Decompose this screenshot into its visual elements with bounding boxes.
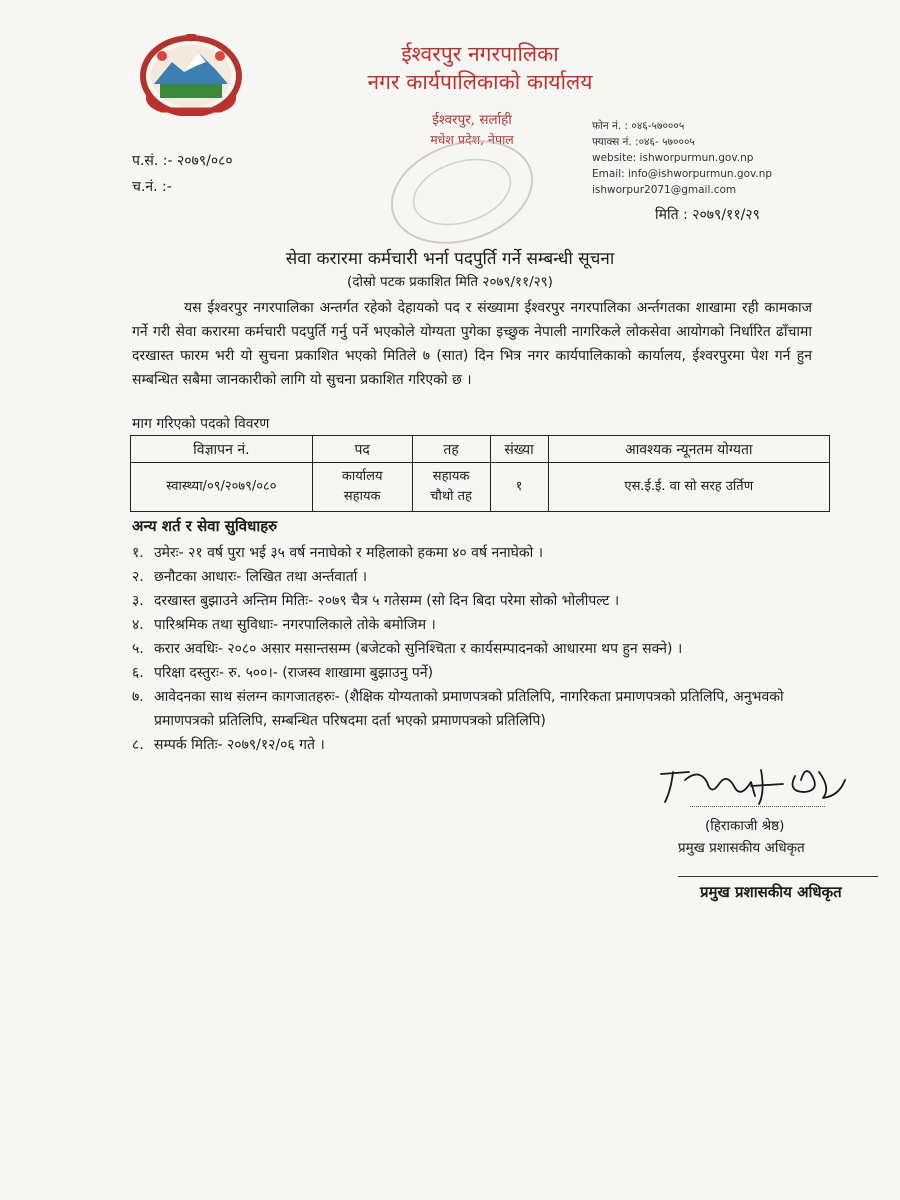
term-number: २. — [132, 569, 144, 585]
term-number: ७. — [132, 689, 144, 705]
term-text: सम्पर्क मितिः- २०७९/१२/०६ गते । — [154, 737, 325, 753]
contact-info — [592, 118, 772, 198]
terms-title: अन्य शर्त र सेवा सुविधाहरु — [132, 517, 278, 535]
signature-line — [690, 806, 825, 807]
office-stamp — [382, 140, 542, 245]
seal-divider — [678, 876, 878, 877]
notice-body: यस ईश्वरपुर नगरपालिका अन्तर्गत रहेको देहायको पद र संख्यामा ईश्वरपुर नगरपालिका अर्न्तगतका शाखामा रही कामकाज गर्ने गरी सेवा करारमा कर्मचारी पदपुर्ति गर्नु पर्ने भएकोले योग्यता पुगेका इच्छुक नेपाली नागरिकले लोकसेवा आयोगको निर्धारित ढाँचामा दरखास्त फारम भरी यो सुचना प्रकाशित भएको मितिले ७ (सात) दिन भित्र नगर कार्यपालिकाको कार्यालय, ईश्वरपुरमा पेश गर्न हुन सम्बन्धित सबैमा जानकारीको लागि यो सुचना प्रकाशित गरिएको छ । — [132, 300, 812, 388]
reference-numbers — [132, 148, 233, 200]
header-count: संख्या — [490, 436, 548, 463]
website-link[interactable]: website: ishworpurmun.gov.np — [592, 152, 754, 164]
level-line-2: चौथो तह — [430, 489, 472, 504]
term-text: पारिश्रमिक तथा सुविधाः- नगरपालिकाले तोके बमोजिम । — [154, 617, 436, 633]
notice-subheading: (दोस्रो पटक प्रकाशित मिति २०७९/११/२९) — [347, 274, 553, 290]
term-number: ५. — [132, 641, 144, 657]
cell-count: १ — [490, 463, 548, 512]
term-text: छनौटका आधारः- लिखित तथा अर्न्तवार्ता । — [154, 569, 368, 585]
post-line-1: कार्यालय — [341, 469, 383, 484]
term-number: ४. — [132, 617, 144, 633]
table-row — [131, 463, 830, 512]
list-item — [132, 541, 812, 565]
term-text: परिक्षा दस्तुरः- रु. ५००।- (राजस्व शाखामा बुझाउनु पर्ने) — [154, 665, 434, 681]
email-link[interactable]: Email: info@ishworpurmun.gov.np — [592, 168, 773, 180]
level-line-1: सहायक — [432, 469, 470, 484]
list-item — [132, 637, 812, 661]
term-text: आवेदनका साथ संलग्न कागजातहरुः- (शैक्षिक योग्यताको प्रमाणपत्रको प्रतिलिपि, नागरिकता प्रमाणपत्रको प्रतिलिपि, अनुभवको प्रमाणपत्रको प्रतिलिपि, सम्बन्धित परिषदमा दर्ता भएको प्रमाणपत्रको प्रतिलिपि) — [154, 689, 784, 729]
term-number: ३. — [132, 593, 144, 609]
office-name: नगर कार्यपालिकाको कार्यालय — [367, 70, 593, 94]
nepal-emblem-icon — [140, 32, 242, 116]
address-line-1: ईश्वरपुर, सर्लाही — [432, 112, 512, 128]
table-caption: माग गरिएको पदको विवरण — [132, 416, 270, 432]
term-text: उमेरः- २१ वर्ष पुरा भई ३५ वर्ष ननाघेको र महिलाको हकमा ४० वर्ष ननाघेको । — [154, 545, 544, 561]
letter-date: मिति : २०७९/११/२९ — [655, 207, 760, 223]
list-item — [132, 565, 812, 589]
list-item — [132, 613, 812, 637]
cell-post — [312, 463, 412, 512]
cell-level — [412, 463, 490, 512]
fax-number: फ्याक्स नं. :०४६- ५७०००५ — [592, 136, 695, 148]
seal-designation: प्रमुख प्रशासकीय अधिकृत — [700, 883, 842, 901]
list-item — [132, 661, 812, 685]
header-qualification: आवश्यक न्यूनतम योग्यता — [548, 436, 830, 463]
post-line-2: सहायक — [343, 489, 381, 504]
vacancy-table — [130, 435, 830, 512]
list-item — [132, 685, 812, 733]
term-text: करार अवधिः- २०८० असार मसान्तसम्म (बजेटको सुनिश्चिता र कार्यसम्पादनको आधारमा थप हुन सक्ने) । — [154, 641, 683, 657]
term-text: दरखास्त बुझाउने अन्तिम मितिः- २०७९ चैत्र ५ गतेसम्म (सो दिन बिदा परेमा सोको भोलीपल्ट । — [154, 593, 620, 609]
header-post: पद — [312, 436, 412, 463]
signatory-name: (हिराकाजी श्रेष्ठ) — [705, 818, 785, 834]
signature-image — [655, 762, 855, 808]
signatory-designation: प्रमुख प्रशासकीय अधिकृत — [678, 840, 805, 856]
term-number: ८. — [132, 737, 144, 753]
cell-qualification: एस.ई.ई. वा सो सरह उर्तिण — [548, 463, 830, 512]
list-item — [132, 589, 812, 613]
list-item — [132, 733, 812, 757]
dispatch-number: च.नं. :- — [132, 179, 172, 195]
office-title — [300, 40, 660, 96]
phone-number: फोन नं. : ०४६-५७०००५ — [592, 120, 685, 132]
term-number: १. — [132, 545, 144, 561]
header-level: तह — [412, 436, 490, 463]
cell-ad-no: स्वास्थ्या/०९/२०७९/०८० — [131, 463, 313, 512]
email-link-2[interactable]: ishworpur2071@gmail.com — [592, 184, 737, 196]
address-line-2: मधेश प्रदेश, नेपाल — [430, 132, 514, 147]
terms-list — [132, 541, 812, 757]
header-ad-no: विज्ञापन नं. — [131, 436, 313, 463]
letter-number: प.सं. :- २०७९/०८० — [132, 153, 233, 169]
term-number: ६. — [132, 665, 144, 681]
municipality-name: ईश्वरपुर नगरपालिका — [401, 42, 559, 66]
table-header-row — [131, 436, 830, 463]
notice-subject: सेवा करारमा कर्मचारी भर्ना पदपुर्ति गर्ने सम्बन्धी सूचना — [285, 249, 615, 269]
